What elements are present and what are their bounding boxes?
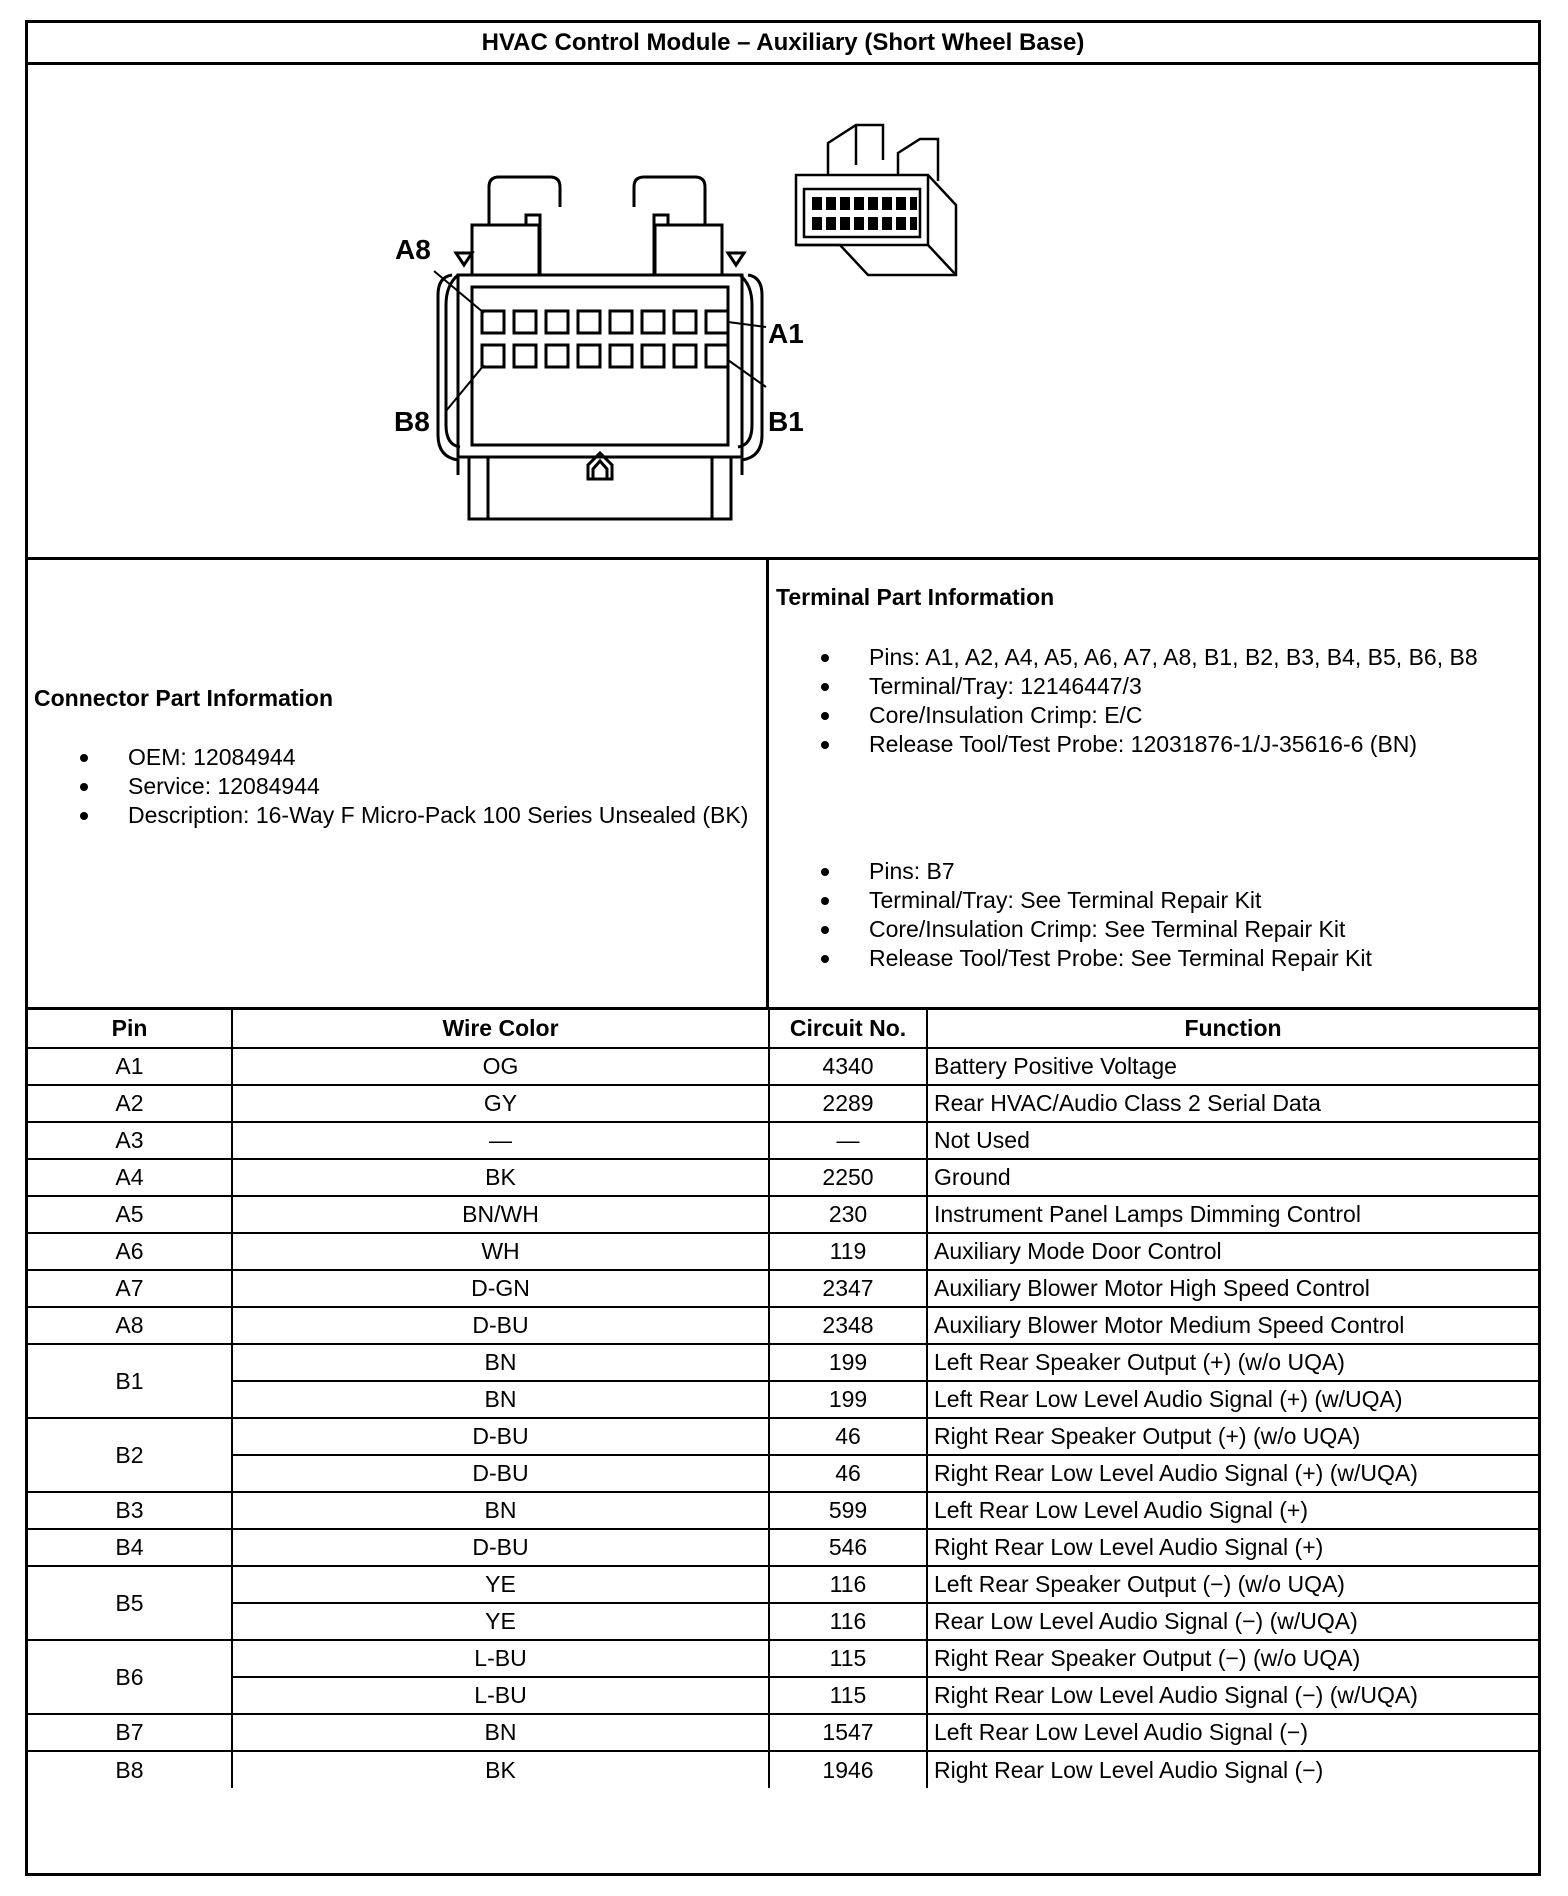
terminal-part-information (769, 560, 1538, 1007)
page-title: HVAC Control Module – Auxiliary (Short Wheel Base) (28, 23, 1538, 65)
bullet-icon (80, 783, 88, 791)
table-row (28, 1381, 1538, 1418)
function-cell: Battery Positive Voltage (927, 1048, 1538, 1085)
table-row (28, 1307, 1538, 1344)
circuit-cell: 2347 (769, 1270, 927, 1307)
bullet-icon (821, 741, 829, 749)
table-row (28, 1085, 1538, 1122)
bullet-icon (821, 654, 829, 662)
pin-cell: A5 (28, 1196, 232, 1233)
table-row (28, 1418, 1538, 1455)
function-cell: Instrument Panel Lamps Dimming Control (927, 1196, 1538, 1233)
list-item (769, 886, 1539, 915)
table-header-row (28, 1010, 1538, 1048)
list-item (769, 944, 1539, 973)
wire-color-cell: BK (232, 1159, 769, 1196)
pin-cell: B1 (28, 1344, 232, 1418)
pin-cell: B5 (28, 1566, 232, 1640)
pin-label-a1: A1 (768, 318, 804, 349)
list-item (769, 915, 1539, 944)
terminal-info-heading: Terminal Part Information (776, 584, 1055, 610)
function-cell: Right Rear Speaker Output (+) (w/o UQA) (927, 1418, 1538, 1455)
bullet-icon (821, 712, 829, 720)
wire-color-cell: D-BU (232, 1307, 769, 1344)
pin-cell: A1 (28, 1048, 232, 1085)
table-row (28, 1603, 1538, 1640)
table-row (28, 1196, 1538, 1233)
function-cell: Right Rear Low Level Audio Signal (+) (w/UQA) (927, 1455, 1538, 1492)
list-item-text: Release Tool/Test Probe: 12031876-1/J-35616-6 (BN) (869, 731, 1418, 757)
table-row (28, 1048, 1538, 1085)
connector-isometric-cavities (812, 197, 917, 230)
header-function: Function (927, 1010, 1538, 1048)
table-row (28, 1122, 1538, 1159)
circuit-cell: 4340 (769, 1048, 927, 1085)
connector-sheet (25, 20, 1541, 1876)
bullet-icon (821, 897, 829, 905)
function-cell: Right Rear Speaker Output (−) (w/o UQA) (927, 1640, 1538, 1677)
wire-color-cell: BN (232, 1492, 769, 1529)
wire-color-cell: BN/WH (232, 1196, 769, 1233)
circuit-cell: 599 (769, 1492, 927, 1529)
circuit-cell: 546 (769, 1529, 927, 1566)
circuit-cell: 199 (769, 1381, 927, 1418)
function-cell: Right Rear Low Level Audio Signal (−) (w/UQA) (927, 1677, 1538, 1714)
pin-cell: A4 (28, 1159, 232, 1196)
wire-color-cell: BN (232, 1714, 769, 1751)
list-item-text: Release Tool/Test Probe: See Terminal Repair Kit (869, 945, 1372, 971)
table-row (28, 1640, 1538, 1677)
list-item (769, 701, 1539, 730)
bullet-icon (821, 955, 829, 963)
wire-color-cell: GY (232, 1085, 769, 1122)
circuit-cell: 46 (769, 1418, 927, 1455)
connector-info-list (28, 743, 763, 830)
function-cell: Rear Low Level Audio Signal (−) (w/UQA) (927, 1603, 1538, 1640)
bullet-icon (821, 926, 829, 934)
circuit-cell: 116 (769, 1603, 927, 1640)
pin-cell: A6 (28, 1233, 232, 1270)
circuit-cell: 199 (769, 1344, 927, 1381)
connector-part-information (28, 560, 769, 1007)
wire-color-cell: D-BU (232, 1455, 769, 1492)
function-cell: Auxiliary Blower Motor High Speed Control (927, 1270, 1538, 1307)
table-row (28, 1566, 1538, 1603)
bullet-icon (80, 812, 88, 820)
part-information-area (28, 560, 1538, 1010)
list-item (769, 672, 1539, 701)
function-cell: Auxiliary Blower Motor Medium Speed Control (927, 1307, 1538, 1344)
list-item-text: Terminal/Tray: See Terminal Repair Kit (869, 887, 1262, 913)
circuit-cell: 119 (769, 1233, 927, 1270)
list-item (28, 772, 763, 801)
wire-color-cell: D-BU (232, 1418, 769, 1455)
list-item-text: Service: 12084944 (128, 773, 320, 799)
circuit-cell: 2250 (769, 1159, 927, 1196)
wire-color-cell: YE (232, 1603, 769, 1640)
wire-color-cell: WH (232, 1233, 769, 1270)
function-cell: Rear HVAC/Audio Class 2 Serial Data (927, 1085, 1538, 1122)
header-pin: Pin (28, 1010, 232, 1048)
list-item (769, 857, 1539, 886)
function-cell: Left Rear Low Level Audio Signal (+) (927, 1492, 1538, 1529)
wire-color-cell: D-BU (232, 1529, 769, 1566)
pin-cell: B7 (28, 1714, 232, 1751)
list-item-text: Description: 16-Way F Micro-Pack 100 Series Unsealed (BK) (128, 802, 749, 828)
list-item-text: Core/Insulation Crimp: See Terminal Repair Kit (869, 916, 1346, 942)
wire-color-cell: L-BU (232, 1677, 769, 1714)
circuit-cell: 116 (769, 1566, 927, 1603)
list-item-text: Pins: B7 (869, 858, 955, 884)
pin-label-a8: A8 (395, 234, 431, 265)
bullet-icon (80, 754, 88, 762)
wire-color-cell: BK (232, 1751, 769, 1788)
circuit-cell: 115 (769, 1640, 927, 1677)
list-item-text: Core/Insulation Crimp: E/C (869, 702, 1143, 728)
bullet-icon (821, 868, 829, 876)
wire-color-cell: YE (232, 1566, 769, 1603)
pin-cell: B3 (28, 1492, 232, 1529)
function-cell: Left Rear Low Level Audio Signal (−) (927, 1714, 1538, 1751)
list-item-text: OEM: 12084944 (128, 744, 296, 770)
terminal-info-list-2 (769, 857, 1539, 973)
pin-cell: A2 (28, 1085, 232, 1122)
pin-cell: A7 (28, 1270, 232, 1307)
list-item (769, 730, 1539, 759)
wire-color-cell: BN (232, 1344, 769, 1381)
table-row (28, 1677, 1538, 1714)
table-row (28, 1492, 1538, 1529)
header-wire-color: Wire Color (232, 1010, 769, 1048)
pin-cavities (482, 311, 728, 367)
function-cell: Left Rear Low Level Audio Signal (+) (w/UQA) (927, 1381, 1538, 1418)
pin-cell: B4 (28, 1529, 232, 1566)
list-item (28, 801, 763, 830)
pin-cell: A8 (28, 1307, 232, 1344)
circuit-cell: — (769, 1122, 927, 1159)
circuit-cell: 1946 (769, 1751, 927, 1788)
pin-cell: B2 (28, 1418, 232, 1492)
connector-diagram (28, 65, 1538, 560)
circuit-cell: 46 (769, 1455, 927, 1492)
wire-color-cell: L-BU (232, 1640, 769, 1677)
table-row (28, 1233, 1538, 1270)
connector-diagram-area (28, 65, 1538, 560)
pin-cell: B6 (28, 1640, 232, 1714)
pin-cell: A3 (28, 1122, 232, 1159)
list-item-text: Terminal/Tray: 12146447/3 (869, 673, 1142, 699)
wire-color-cell: D-GN (232, 1270, 769, 1307)
table-row (28, 1714, 1538, 1751)
table-row (28, 1270, 1538, 1307)
function-cell: Right Rear Low Level Audio Signal (+) (927, 1529, 1538, 1566)
pin-table (28, 1010, 1538, 1788)
function-cell: Right Rear Low Level Audio Signal (−) (927, 1751, 1538, 1788)
list-item (769, 643, 1539, 672)
circuit-cell: 2289 (769, 1085, 927, 1122)
wire-color-cell: OG (232, 1048, 769, 1085)
function-cell: Not Used (927, 1122, 1538, 1159)
list-item-text: Pins: A1, A2, A4, A5, A6, A7, A8, B1, B2, B3, B4, B5, B6, B8 (869, 644, 1478, 670)
circuit-cell: 1547 (769, 1714, 927, 1751)
function-cell: Ground (927, 1159, 1538, 1196)
pin-leader-lines (434, 271, 766, 411)
table-row (28, 1159, 1538, 1196)
function-cell: Auxiliary Mode Door Control (927, 1233, 1538, 1270)
connector-info-heading: Connector Part Information (34, 685, 334, 711)
list-item (28, 743, 763, 772)
terminal-info-list-1 (769, 643, 1539, 759)
pin-label-b8: B8 (394, 406, 430, 437)
function-cell: Left Rear Speaker Output (−) (w/o UQA) (927, 1566, 1538, 1603)
table-row (28, 1344, 1538, 1381)
function-cell: Left Rear Speaker Output (+) (w/o UQA) (927, 1344, 1538, 1381)
header-circuit-no: Circuit No. (769, 1010, 927, 1048)
wire-color-cell: — (232, 1122, 769, 1159)
wire-color-cell: BN (232, 1381, 769, 1418)
table-row (28, 1455, 1538, 1492)
table-row (28, 1529, 1538, 1566)
circuit-cell: 230 (769, 1196, 927, 1233)
bullet-icon (821, 683, 829, 691)
pin-label-b1: B1 (768, 406, 804, 437)
table-row (28, 1751, 1538, 1788)
circuit-cell: 2348 (769, 1307, 927, 1344)
circuit-cell: 115 (769, 1677, 927, 1714)
pin-cell: B8 (28, 1751, 232, 1788)
